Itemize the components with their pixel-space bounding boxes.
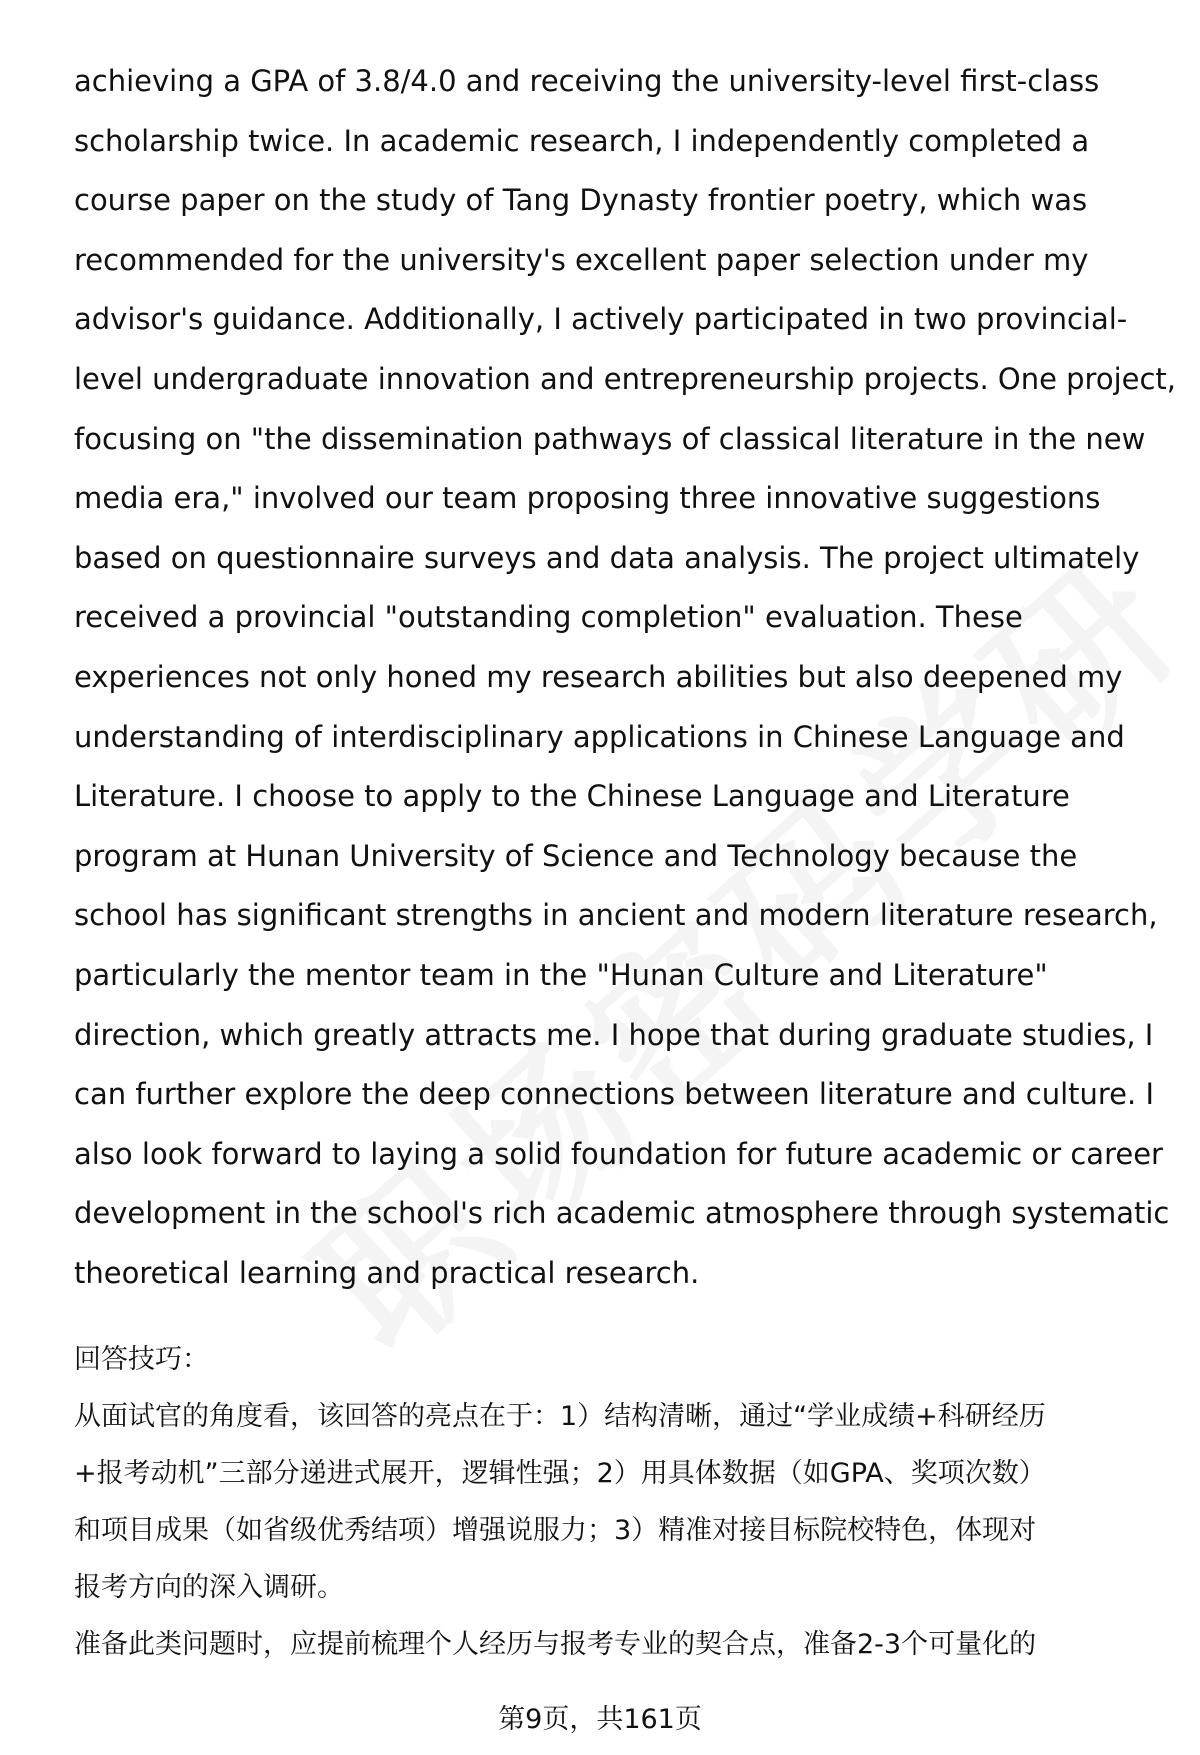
tips-line: 从面试官的角度看，该回答的亮点在于：1）结构清晰，通过“学业成绩+科研经历 [74, 1401, 1046, 1432]
answer-line: development in the school's rich academic atmosphere through systematic [74, 1196, 1170, 1231]
answer-tips-section [74, 1331, 1164, 1673]
tips-line: +报考动机”三部分递进式展开，逻辑性强；2）用具体数据（如GPA、奖项次数） [74, 1458, 1046, 1489]
answer-line: level undergraduate innovation and entrepreneurship projects. One project, [74, 361, 1177, 396]
answer-line: media era," involved our team proposing three innovative suggestions [74, 481, 1101, 516]
answer-line: focusing on "the dissemination pathways of classical literature in the new [74, 421, 1146, 456]
answer-line: received a provincial "outstanding completion" evaluation. These [74, 600, 1023, 635]
answer-line: course paper on the study of Tang Dynasty frontier poetry, which was [74, 183, 1088, 218]
answer-line: recommended for the university's excellent paper selection under my [74, 242, 1089, 277]
answer-line: Literature. I choose to apply to the Chinese Language and Literature [74, 779, 1070, 814]
answer-line: advisor's guidance. Additionally, I actively participated in two provincial- [74, 302, 1128, 337]
tips-line: 和项目成果（如省级优秀结项）增强说服力；3）精准对接目标院校特色，体现对 [74, 1515, 1037, 1546]
answer-line: understanding of interdisciplinary applications in Chinese Language and [74, 719, 1125, 754]
tips-line: 准备此类问题时，应提前梳理个人经历与报考专业的契合点，准备2-3个可量化的 [74, 1629, 1037, 1660]
answer-line: based on questionnaire surveys and data analysis. The project ultimately [74, 540, 1140, 575]
tips-line: 报考方向的深入调研。 [74, 1572, 344, 1603]
answer-line: can further explore the deep connections between literature and culture. I [74, 1077, 1155, 1112]
page-footer [0, 1700, 1200, 1740]
page-number: 第9页，共161页 [498, 1704, 702, 1735]
answer-line: particularly the mentor team in the "Hunan Culture and Literature" [74, 957, 1048, 992]
answer-line: school has significant strengths in ancient and modern literature research, [74, 898, 1158, 933]
answer-line: program at Hunan University of Science and Technology because the [74, 838, 1078, 873]
tips-heading: 回答技巧： [74, 1344, 209, 1375]
answer-line: also look forward to laying a solid foundation for future academic or career [74, 1136, 1163, 1171]
answer-line: direction, which greatly attracts me. I hope that during graduate studies, I [74, 1017, 1154, 1052]
answer-line: theoretical learning and practical research. [74, 1255, 700, 1290]
answer-line: achieving a GPA of 3.8/4.0 and receiving the university-level first-class [74, 64, 1100, 98]
answer-line: scholarship twice. In academic research, I independently completed a [74, 123, 1090, 158]
answer-line: experiences not only honed my research abilities but also deepened my [74, 659, 1123, 694]
answer-paragraph [74, 52, 1177, 1303]
